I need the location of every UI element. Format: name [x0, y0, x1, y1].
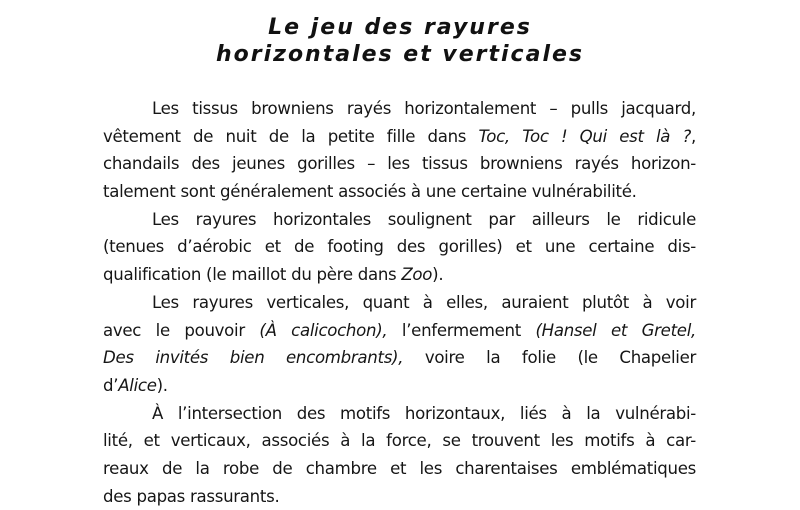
text-segment: avec le pouvoir [103, 320, 260, 340]
text-line [103, 455, 696, 483]
section-title [0, 14, 800, 68]
text-line [103, 289, 696, 317]
text-line [103, 483, 696, 510]
text-segment: ). [156, 375, 168, 395]
text-segment: Les rayures horizontales soulignent par ailleurs le ridicule [152, 209, 696, 229]
text-segment: vêtement de nuit de la petite fille dans [103, 126, 479, 146]
italic-title-text: (Hansel et Gretel, [535, 320, 696, 340]
italic-title-text: Toc, Toc ! Qui est là ? [478, 126, 691, 146]
text-segment: voire la folie (le Chapelier [403, 348, 696, 368]
text-segment: d’ [103, 375, 119, 395]
italic-title-text: Des invités bien encombrants), [103, 348, 404, 368]
text-line [103, 400, 696, 428]
text-segment: reaux de la robe de chambre et les charentaises emblématiques [103, 458, 696, 478]
text-line [103, 233, 696, 261]
text-segment: (tenues d’aérobic et de footing des gorilles) et une certaine dis- [103, 237, 696, 257]
italic-title-text: Alice [118, 375, 157, 395]
text-line [103, 206, 696, 234]
italic-title-text: (À calicochon), [259, 320, 388, 340]
text-segment: l’enfermement [387, 320, 536, 340]
text-line [103, 317, 696, 345]
text-segment: chandails des jeunes gorilles – les tissus browniens rayés horizon- [103, 154, 696, 174]
text-segment: lité, et verticaux, associés à la force, se trouvent les motifs à car- [103, 431, 696, 451]
text-segment: ). [432, 265, 444, 285]
text-line [103, 261, 696, 289]
italic-title-text: Zoo [401, 265, 433, 285]
text-line [103, 372, 696, 400]
title-line-2: horizontales et verticales [215, 42, 585, 67]
text-line [103, 95, 696, 123]
body-text [103, 95, 696, 510]
text-segment: Les rayures verticales, quant à elles, auraient plutôt à voir [152, 292, 696, 312]
text-segment: qualification (le maillot du père dans [103, 265, 402, 285]
text-line [103, 150, 696, 178]
text-segment: talement sont généralement associés à une certaine vulnérabilité. [103, 182, 637, 202]
title-line-1: Le jeu des rayures [268, 15, 532, 40]
text-line [103, 344, 696, 372]
text-line [103, 427, 696, 455]
text-segment: À l’intersection des motifs horizontaux, liés à la vulnérabi- [152, 403, 696, 423]
text-line [103, 123, 696, 151]
text-segment: , [691, 126, 696, 146]
text-segment: des papas rassurants. [103, 486, 280, 506]
text-segment: Les tissus browniens rayés horizontalement – pulls jacquard, [152, 99, 696, 118]
text-line [103, 178, 696, 206]
